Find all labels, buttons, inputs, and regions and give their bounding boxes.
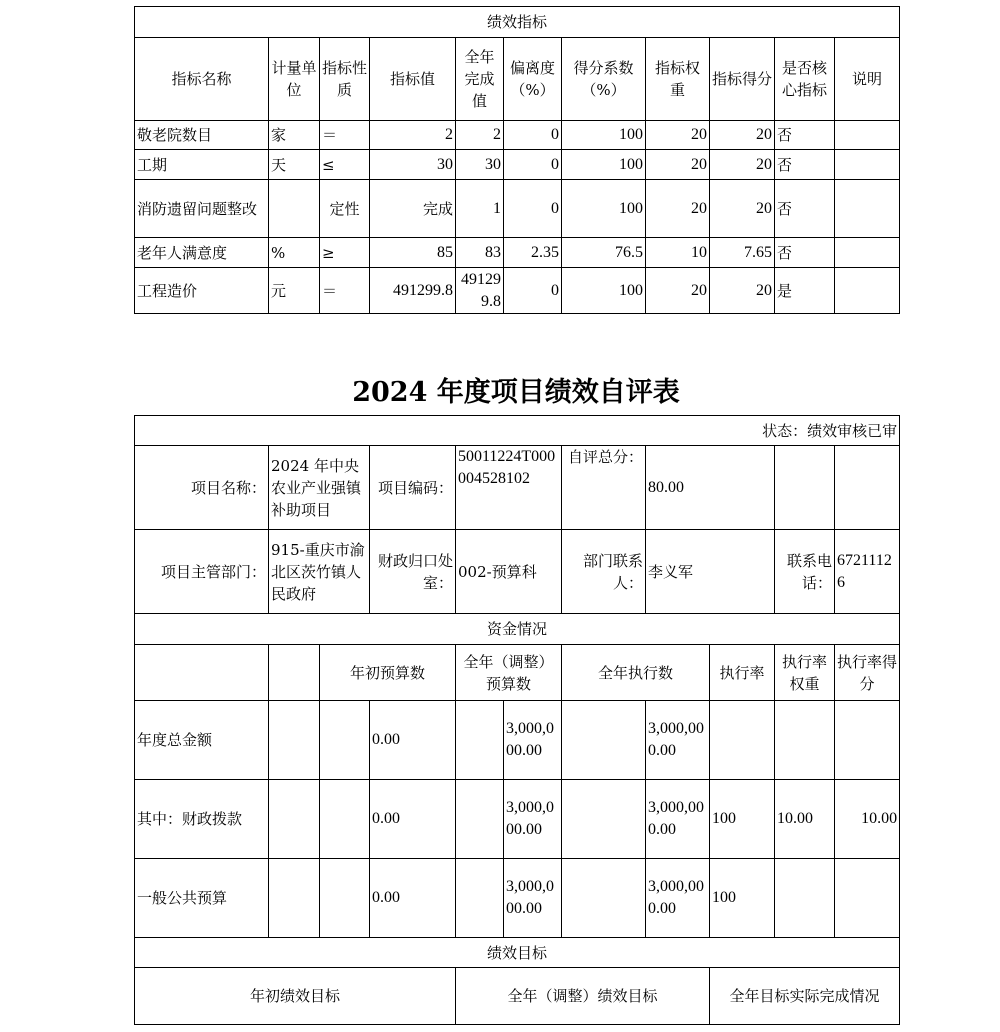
fund-executed: 3,000,000.00 [646, 780, 710, 859]
indicator-actual: 491299.8 [456, 268, 504, 314]
phone-label: 联系电话： [775, 530, 835, 614]
indicator-core: 是 [775, 268, 835, 314]
contact-label: 部门联系人： [562, 530, 646, 614]
table-row [135, 150, 900, 180]
header-actual-completion: 全年目标实际完成情况 [710, 968, 900, 1025]
indicator-unit: 天 [269, 150, 320, 180]
project-name: 2024 年中央农业产业强镇补助项目 [269, 446, 370, 530]
indicator-name: 老年人满意度 [135, 238, 269, 268]
header-executed: 全年执行数 [562, 645, 710, 701]
indicator-unit: % [269, 238, 320, 268]
project-code: 50011224T000004528102 [456, 446, 562, 530]
table-row [135, 121, 900, 150]
indicator-weight: 20 [646, 150, 710, 180]
indicator-note [835, 180, 900, 238]
header-weight: 指标权重 [646, 38, 710, 121]
indicator-deviation: 0 [504, 121, 562, 150]
dept: 915-重庆市渝北区茨竹镇人民政府 [269, 530, 370, 614]
header-initial-goal: 年初绩效目标 [135, 968, 456, 1025]
header-initial-budget: 年初预算数 [320, 645, 456, 701]
indicator-core: 否 [775, 180, 835, 238]
fund-executed: 3,000,000.00 [646, 859, 710, 938]
indicator-target: 85 [370, 238, 456, 268]
fund-exec-rate-weight: 10.00 [775, 780, 835, 859]
indicator-target: 491299.8 [370, 268, 456, 314]
header-score-coefficient: 得分系数（%） [562, 38, 646, 121]
indicator-actual: 30 [456, 150, 504, 180]
indicator-coefficient: 100 [562, 121, 646, 150]
indicator-nature: ＝ [320, 121, 370, 150]
fund-exec-rate: 100 [710, 859, 775, 938]
header-actual-value: 全年完成值 [456, 38, 504, 121]
self-score: 80.00 [646, 446, 775, 530]
indicator-unit [269, 180, 320, 238]
indicator-nature: ≤ [320, 150, 370, 180]
indicator-deviation: 0 [504, 150, 562, 180]
table-row [135, 780, 900, 859]
header-exec-rate-score: 执行率得分 [835, 645, 900, 701]
indicator-coefficient: 100 [562, 180, 646, 238]
finance-office-label: 财政归口处室： [370, 530, 456, 614]
self-score-label: 自评总分： [562, 446, 646, 530]
indicator-deviation: 0 [504, 268, 562, 314]
fund-initial: 0.00 [370, 859, 456, 938]
indicator-weight: 20 [646, 180, 710, 238]
table-row [135, 859, 900, 938]
indicator-score: 7.65 [710, 238, 775, 268]
indicator-target: 30 [370, 150, 456, 180]
table-row [135, 180, 900, 238]
self-evaluation-table [134, 415, 900, 1025]
header-indicator-name: 指标名称 [135, 38, 269, 121]
goals-section-title: 绩效目标 [135, 938, 900, 968]
indicator-score: 20 [710, 150, 775, 180]
fund-executed: 3,000,000.00 [646, 701, 710, 780]
status-badge: 状态：绩效审核已审 [135, 416, 900, 446]
fund-exec-rate-weight [775, 859, 835, 938]
header-note: 说明 [835, 38, 900, 121]
indicator-weight: 20 [646, 121, 710, 150]
page-title: 2024 年度项目绩效自评表 [352, 377, 680, 408]
indicator-nature: 定性 [320, 180, 370, 238]
indicator-deviation: 0 [504, 180, 562, 238]
fund-exec-rate-score [835, 701, 900, 780]
indicator-coefficient: 100 [562, 150, 646, 180]
fund-initial: 0.00 [370, 701, 456, 780]
indicator-weight: 20 [646, 268, 710, 314]
fund-exec-rate: 100 [710, 780, 775, 859]
table-row [135, 701, 900, 780]
indicator-coefficient: 100 [562, 268, 646, 314]
indicator-note [835, 121, 900, 150]
header-adjusted-goal: 全年（调整）绩效目标 [456, 968, 710, 1025]
indicator-coefficient: 76.5 [562, 238, 646, 268]
indicator-table [134, 6, 900, 314]
header-exec-rate-weight: 执行率权重 [775, 645, 835, 701]
indicator-nature: ≥ [320, 238, 370, 268]
fund-row-label: 一般公共预算 [135, 859, 269, 938]
phone-number: 67211126 [835, 530, 900, 614]
fund-adjusted: 3,000,000.00 [504, 859, 562, 938]
indicator-actual: 1 [456, 180, 504, 238]
indicator-weight: 10 [646, 238, 710, 268]
project-name-label: 项目名称： [135, 446, 269, 530]
indicator-actual: 83 [456, 238, 504, 268]
header-deviation: 偏离度（%） [504, 38, 562, 121]
table-row [135, 268, 900, 314]
dept-label: 项目主管部门： [135, 530, 269, 614]
indicator-name: 消防遗留问题整改 [135, 180, 269, 238]
indicator-actual: 2 [456, 121, 504, 150]
fund-exec-rate [710, 701, 775, 780]
indicator-nature: ＝ [320, 268, 370, 314]
fund-adjusted: 3,000,000.00 [504, 780, 562, 859]
indicator-name: 工程造价 [135, 268, 269, 314]
header-core: 是否核心指标 [775, 38, 835, 121]
fund-row-label: 年度总金额 [135, 701, 269, 780]
indicator-name: 敬老院数目 [135, 121, 269, 150]
project-code-label: 项目编码： [370, 446, 456, 530]
fund-exec-rate-weight [775, 701, 835, 780]
indicator-unit: 元 [269, 268, 320, 314]
table-row [135, 238, 900, 268]
fund-adjusted: 3,000,000.00 [504, 701, 562, 780]
fund-exec-rate-score: 10.00 [835, 780, 900, 859]
header-adjusted-budget: 全年（调整）预算数 [456, 645, 562, 701]
fund-initial: 0.00 [370, 780, 456, 859]
indicator-score: 20 [710, 180, 775, 238]
indicator-note [835, 150, 900, 180]
indicator-deviation: 2.35 [504, 238, 562, 268]
indicator-unit: 家 [269, 121, 320, 150]
header-exec-rate: 执行率 [710, 645, 775, 701]
indicator-core: 否 [775, 238, 835, 268]
header-score: 指标得分 [710, 38, 775, 121]
indicator-score: 20 [710, 121, 775, 150]
header-unit: 计量单位 [269, 38, 320, 121]
indicator-name: 工期 [135, 150, 269, 180]
indicator-note [835, 268, 900, 314]
header-nature: 指标性质 [320, 38, 370, 121]
indicator-target: 2 [370, 121, 456, 150]
fund-row-label: 其中：财政拨款 [135, 780, 269, 859]
indicator-score: 20 [710, 268, 775, 314]
indicator-core: 否 [775, 150, 835, 180]
funds-section-title: 资金情况 [135, 614, 900, 645]
indicator-note [835, 238, 900, 268]
indicator-section-title: 绩效指标 [135, 7, 900, 38]
contact-person: 李义军 [646, 530, 775, 614]
indicator-target: 完成 [370, 180, 456, 238]
indicator-core: 否 [775, 121, 835, 150]
header-target-value: 指标值 [370, 38, 456, 121]
finance-office: 002-预算科 [456, 530, 562, 614]
fund-exec-rate-score [835, 859, 900, 938]
